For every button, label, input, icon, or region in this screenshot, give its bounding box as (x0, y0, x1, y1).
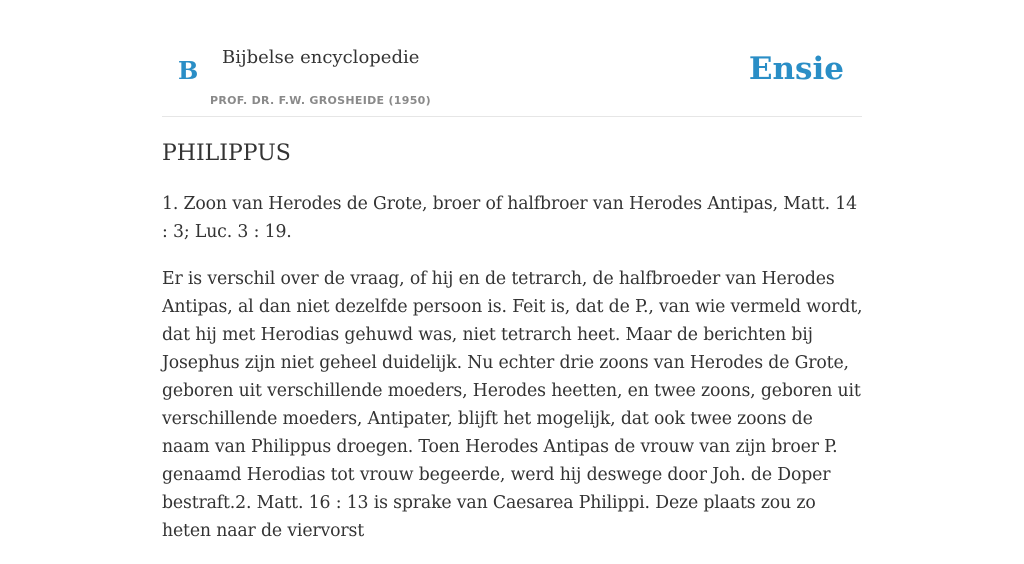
entry-title: PHILIPPUS (162, 141, 291, 166)
book-title-link[interactable]: Bijbelse encyclopedie (222, 47, 420, 68)
article (162, 138, 864, 564)
book-logo[interactable]: B (178, 56, 199, 85)
ensie-logo[interactable]: Ensie (748, 51, 844, 87)
article-paragraph: 1. Zoon van Herodes de Grote, broer of halfbroer van Herodes Antipas, Matt. 14 : 3; Luc. 3 : 19. (162, 194, 857, 242)
article-paragraph: Er is verschil over de vraag, of hij en de tetrarch, de halfbroeder van Herodes Antipas, al dan niet dezelfde persoon is. Feit is, dat de P., van wie vermeld wordt, dat hij met Herodias gehuwd was, niet tetrarch heet. Maar de berichten bij Josephus zijn niet geheel duidelijk. Nu echter drie zoons van Herodes de Grote, geboren uit verschillende moeders, Herodes heetten, en twee zoons, geboren uit verschillende moeders, Antipater, blijft het mogelijk, dat ook twee zoons de naam van Philippus droegen. Toen Herodes Antipas de vrouw van zijn broer P. genaamd Herodias tot vrouw begeerde, werd hij deswege door Joh. de Doper bestraft.2. Matt. 16 : 13 is sprake van Caesarea Philippi. Deze plaats zou zo heten naar de viervorst (162, 269, 863, 541)
site-header (162, 0, 862, 117)
book-author: PROF. DR. F.W. GROSHEIDE (1950) (210, 94, 431, 107)
